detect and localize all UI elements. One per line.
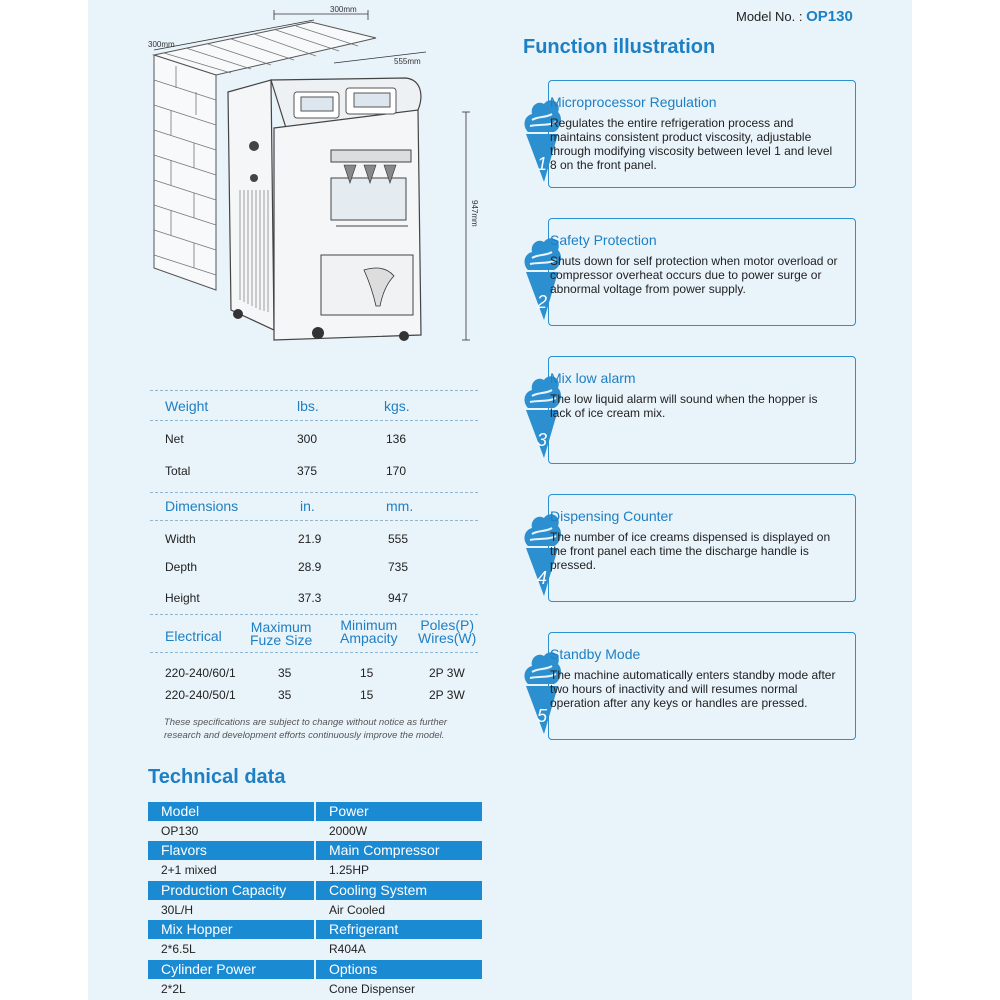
electrical-row-value: 15 (360, 688, 374, 702)
divider (150, 492, 478, 493)
function-card-5 (520, 632, 856, 740)
tech-value: Cone Dispenser (329, 982, 416, 996)
function-number: 4 (536, 568, 548, 588)
dim-height: 947mm (470, 200, 479, 227)
tech-header: Cooling System (316, 881, 482, 900)
function-title: Microprocessor Regulation (550, 94, 717, 110)
tech-header: Refrigerant (316, 920, 482, 939)
divider (150, 520, 478, 521)
dimension-row-value: 37.3 (298, 591, 322, 605)
dimension-row-value: 21.9 (298, 532, 322, 546)
function-number: 1 (536, 154, 548, 174)
function-number: 2 (536, 292, 548, 312)
brochure-page (88, 0, 912, 1000)
function-text: Regulates the entire refrigeration process and maintains consistent product viscosity, adjustable through modifying viscosity between level 1 and level 8 on the front panel. (550, 116, 833, 172)
function-number: 3 (536, 430, 548, 450)
dimension-row-value: 735 (388, 560, 409, 574)
function-text: The machine automatically enters standby mode after two hours of inactivity and will resumes normal operation after any keys or handles are pressed. (550, 668, 836, 710)
tech-header: Model (148, 802, 314, 821)
dimension-row-value: 28.9 (298, 560, 322, 574)
tech-value: Air Cooled (329, 903, 386, 917)
dim-machine-width: 555mm (394, 57, 421, 66)
technical-data-title: Technical data (148, 766, 286, 788)
weight-col-kgs: kgs. (384, 398, 410, 414)
electrical-row-value: 35 (278, 688, 292, 702)
electrical-col-poles-line2: Wires(W) (418, 630, 477, 646)
tech-value: 2000W (329, 824, 368, 838)
electrical-row-value: 35 (278, 666, 292, 680)
electrical-col-ampacity (340, 619, 398, 645)
function-title: Safety Protection (550, 232, 657, 248)
tech-value: 1.25HP (329, 863, 370, 877)
tech-value: OP130 (161, 824, 199, 838)
model-label: Model No. : (736, 9, 803, 24)
weight-header: Weight (165, 398, 209, 414)
tech-header: Production Capacity (148, 881, 314, 900)
dimension-row-label: Height (165, 591, 200, 605)
electrical-col-ampacity-line2: Ampacity (340, 630, 398, 646)
divider (150, 652, 478, 653)
tech-value: 2*2L (161, 982, 186, 996)
tech-value: 2*6.5L (161, 942, 196, 956)
dim-top: 300mm (330, 5, 357, 14)
tech-value: 2+1 mixed (161, 863, 217, 877)
dim-left: 300mm (148, 40, 175, 49)
weight-row-value: 136 (386, 432, 407, 446)
function-title: Dispensing Counter (550, 508, 673, 524)
dimensions-header: Dimensions (165, 498, 239, 514)
specifications-note: These specifications are subject to change without notice as further research and development efforts continuously improve the model. (164, 717, 448, 741)
electrical-row-value: 2P 3W (429, 666, 465, 680)
specifications-table (150, 388, 478, 748)
electrical-header: Electrical (165, 628, 222, 644)
weight-row-value: 170 (386, 464, 407, 478)
divider (150, 420, 478, 421)
function-text: The number of ice creams dispensed is displayed on the front panel each time the discharge handle is pressed. (550, 530, 831, 572)
function-card-1 (520, 80, 856, 188)
dimension-row-label: Width (165, 532, 196, 546)
function-text: Shuts down for self protection when motor overload or compressor overheat occurs due to power surge or abnormal voltage from power supply. (550, 254, 838, 296)
function-title: Mix low alarm (550, 370, 636, 386)
dimensions-col-mm: mm. (386, 498, 414, 514)
dimension-row-label: Depth (165, 560, 198, 574)
model-number (736, 8, 853, 25)
tech-header: Mix Hopper (148, 920, 314, 939)
divider (150, 614, 478, 615)
weight-col-lbs: lbs. (297, 398, 319, 414)
tech-value: R404A (329, 942, 366, 956)
function-number: 5 (536, 706, 548, 726)
function-illustration-title: Function illustration (523, 36, 716, 58)
electrical-row-value: 15 (360, 666, 374, 680)
machine-diagram (136, 0, 536, 375)
weight-row-label: Total (165, 464, 191, 478)
electrical-row-label: 220-240/60/1 (165, 666, 236, 680)
tech-header: Main Compressor (316, 841, 482, 860)
electrical-row-value: 2P 3W (429, 688, 465, 702)
electrical-col-fuze-line1: Maximum (250, 619, 312, 635)
electrical-col-poles (418, 619, 476, 645)
electrical-col-fuze-line2: Fuze Size (250, 632, 313, 648)
tech-header: Cylinder Power (148, 960, 314, 979)
tech-header: Options (316, 960, 482, 979)
electrical-col-fuze (250, 621, 312, 647)
model-value: OP130 (806, 8, 853, 25)
tech-header: Power (316, 802, 482, 821)
weight-row-label: Net (165, 432, 184, 446)
weight-row-value: 300 (297, 432, 318, 446)
electrical-col-ampacity-line1: Minimum (340, 617, 398, 633)
dimension-row-value: 947 (388, 591, 409, 605)
function-card-3 (520, 356, 856, 464)
weight-row-value: 375 (297, 464, 318, 478)
function-text: The low liquid alarm will sound when the hopper is lack of ice cream mix. (550, 392, 818, 420)
divider (150, 390, 478, 391)
function-title: Standby Mode (550, 646, 641, 662)
dimension-row-value: 555 (388, 532, 409, 546)
tech-value: 30L/H (161, 903, 194, 917)
function-card-2 (520, 218, 856, 326)
function-card-4 (520, 494, 856, 602)
dimensions-col-in: in. (300, 498, 315, 514)
tech-header: Flavors (148, 841, 314, 860)
electrical-col-poles-line1: Poles(P) (420, 617, 474, 633)
electrical-row-label: 220-240/50/1 (165, 688, 236, 702)
